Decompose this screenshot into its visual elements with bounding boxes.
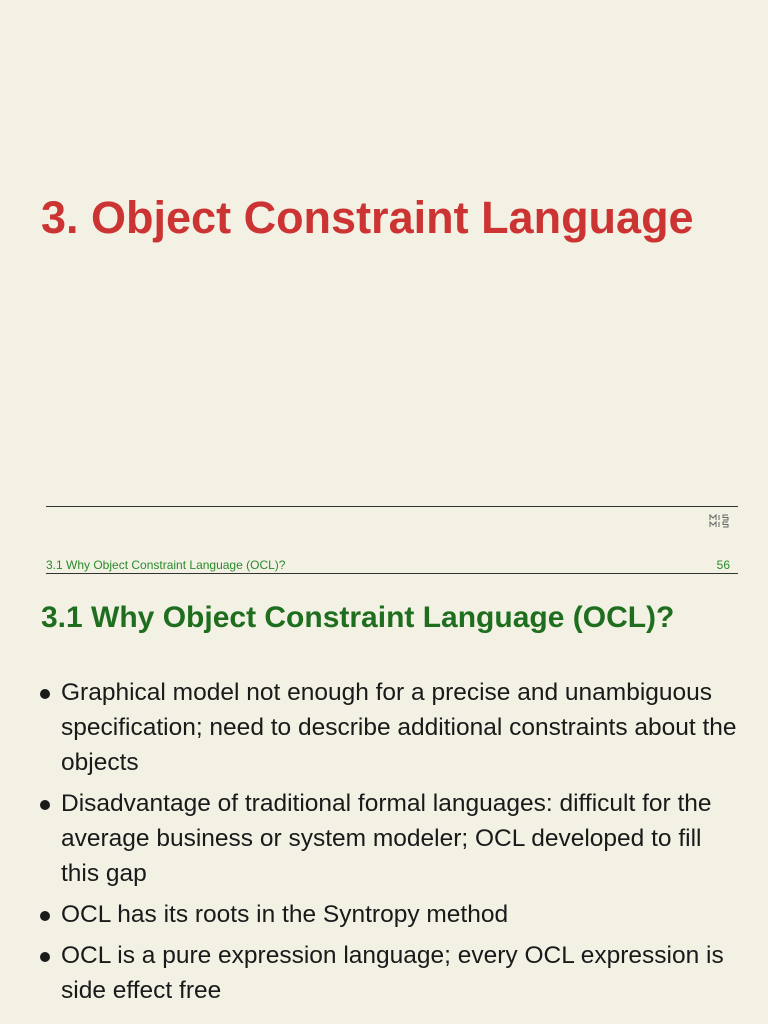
bullet-text: OCL is a pure expression language; every OCL expression is side effect free xyxy=(61,942,724,1004)
bullet-item xyxy=(38,897,738,932)
bullet-item xyxy=(38,675,738,780)
bullet-icon xyxy=(40,689,50,699)
bullet-icon xyxy=(40,952,50,962)
section-title: 3.1 Why Object Constraint Language (OCL)? xyxy=(41,601,675,634)
bullet-text: Graphical model not enough for a precise and unambiguous specification; need to describe additional constraints about the objects xyxy=(61,679,737,776)
page-number: 56 xyxy=(716,558,730,572)
mis-logo-icon xyxy=(708,513,732,529)
running-head-title[interactable]: 3.1 Why Object Constraint Language (OCL)? xyxy=(46,558,286,572)
header-divider xyxy=(46,506,738,507)
bullet-item xyxy=(38,786,738,891)
running-head-divider xyxy=(46,573,738,574)
bullet-text: OCL has its roots in the Syntropy method xyxy=(61,901,509,928)
bullet-icon xyxy=(40,800,50,810)
running-head xyxy=(46,557,730,573)
bullet-text: Disadvantage of traditional formal languages: difficult for the average business or system modeler; OCL developed to fill this gap xyxy=(61,790,712,887)
bullet-icon xyxy=(40,911,50,921)
chapter-title: 3. Object Constraint Language xyxy=(41,192,694,243)
bullet-item xyxy=(38,938,738,1008)
bullet-list xyxy=(38,675,738,1014)
